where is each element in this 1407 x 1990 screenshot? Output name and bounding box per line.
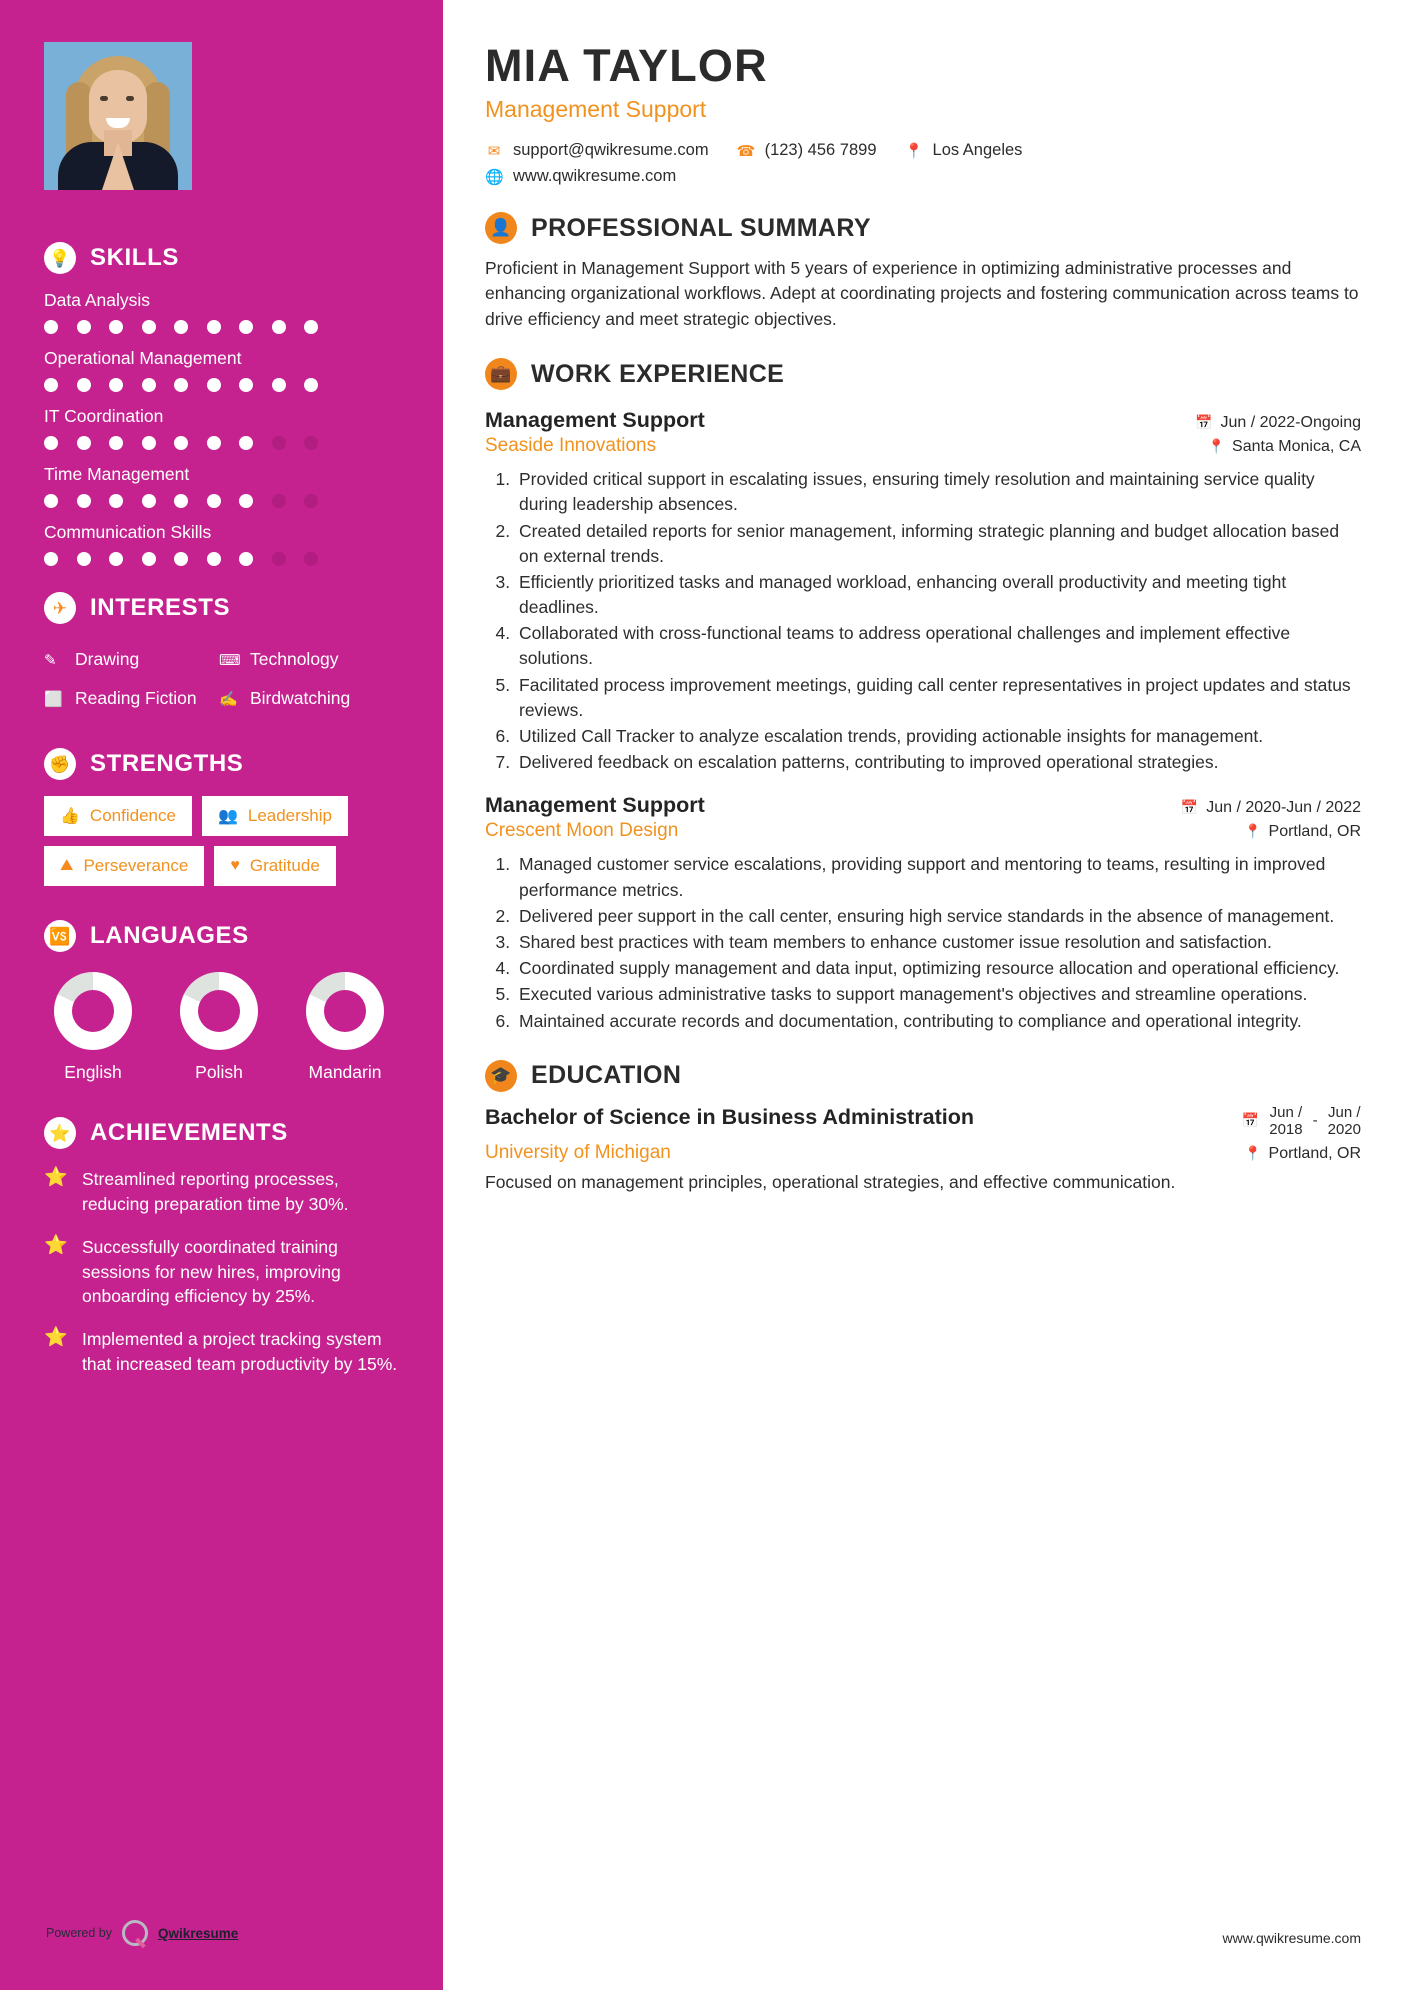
skill-dot <box>304 378 318 392</box>
interest-item <box>219 649 394 670</box>
language-donut-chart <box>54 972 132 1050</box>
skill-dot <box>109 378 123 392</box>
skill-dot <box>272 552 286 566</box>
skill-dot <box>174 378 188 392</box>
graduate-icon: 🎓 <box>485 1060 517 1092</box>
job-bullet: 2. Delivered peer support in the call center, ensuring high service standards in the absence of management. <box>515 904 1361 929</box>
skill-dot <box>239 436 253 450</box>
achievements-header <box>44 1117 403 1149</box>
page-title: MIA TAYLOR <box>485 40 768 91</box>
job-dates-value: Jun / 2020-Jun / 2022 <box>1206 798 1361 816</box>
education-end-date <box>1328 1104 1361 1139</box>
skill-dot <box>44 320 58 334</box>
education-dates <box>1242 1104 1361 1139</box>
contact-row-2 <box>485 167 1361 186</box>
work-header <box>485 358 1361 390</box>
summary-text: Proficient in Management Support with 5 years of experience in optimizing administrative processes and enhancing organizational workflows. Adept at coordinating projects and fostering communication across teams to drive efficiency and meet strategic objectives. <box>485 258 1359 329</box>
skill-dot <box>239 552 253 566</box>
education-entry <box>485 1104 1361 1196</box>
language-donut-chart <box>180 972 258 1050</box>
contact-row-1 <box>485 141 1361 160</box>
job-bullet: 5. Facilitated process improvement meetings, guiding call center representatives in project updates and status reviews. <box>515 673 1361 723</box>
mountain-icon: ⛰ <box>60 857 74 874</box>
strength-label: Confidence <box>89 806 176 825</box>
job-role-subtitle: Management Support <box>485 96 707 122</box>
education-start-date <box>1269 1104 1302 1139</box>
job-bullet: 7. Delivered feedback on escalation patterns, contributing to improved operational strategies. <box>515 750 1361 775</box>
interest-item <box>44 649 219 670</box>
contact-phone[interactable] <box>737 141 877 160</box>
skill-dot <box>272 378 286 392</box>
strength-badge <box>44 796 192 836</box>
language-donut-chart <box>306 972 384 1050</box>
summary-header <box>485 212 1361 244</box>
skill-dot <box>207 552 221 566</box>
achievements-list <box>44 1167 403 1377</box>
fist-icon: ✊ <box>44 748 76 780</box>
skill-rating <box>44 378 403 392</box>
summary-title: PROFESSIONAL SUMMARY <box>531 213 871 242</box>
heart-icon: ♥ <box>230 857 240 874</box>
interest-label: Drawing <box>75 649 140 669</box>
job-sub-row <box>485 820 1361 842</box>
job-dates <box>1181 799 1361 817</box>
achievements-title: ACHIEVEMENTS <box>90 1119 288 1146</box>
contact-info <box>485 141 1361 186</box>
work-experience-section <box>485 358 1361 1034</box>
skill-dot <box>44 494 58 508</box>
job-bullet: 3. Efficiently prioritized tasks and managed workload, enhancing overall productivity and meeting tight deadlines. <box>515 570 1361 620</box>
profile-photo <box>44 42 192 190</box>
work-title: WORK EXPERIENCE <box>531 359 785 388</box>
languages-title: LANGUAGES <box>90 922 249 949</box>
skill-dot <box>77 320 91 334</box>
languages-list <box>44 972 403 1083</box>
education-date-separator: - <box>1312 1112 1318 1130</box>
strength-badge <box>214 846 335 886</box>
job-location-value: Portland, OR <box>1268 822 1361 840</box>
languages-header <box>44 920 403 952</box>
strength-label: Gratitude <box>249 856 320 875</box>
skill-dot <box>207 436 221 450</box>
interest-label: Reading Fiction <box>75 688 197 708</box>
achievement-item <box>44 1327 403 1377</box>
skills-section <box>44 242 403 566</box>
gamepad-icon: ⬜ <box>44 690 63 708</box>
job-bullet: 1. Managed customer service escalations, providing support and mentoring to teams, resulting in improved performance metrics. <box>515 852 1361 902</box>
education-sub-row <box>485 1142 1361 1164</box>
main-content <box>443 0 1407 1990</box>
education-header <box>485 1060 1361 1092</box>
job-bullet: 1. Provided critical support in escalating issues, ensuring timely resolution and maintaining service quality during leadership absences. <box>515 467 1361 517</box>
star-badge-icon: ⭐ <box>44 1117 76 1149</box>
job-title: Management Support <box>485 408 705 433</box>
achievements-section <box>44 1117 403 1377</box>
interest-item <box>44 688 219 709</box>
skill-dot <box>239 378 253 392</box>
briefcase-icon: 💼 <box>485 358 517 390</box>
job-bullet: 4. Coordinated supply management and data input, optimizing resource allocation and operational efficiency. <box>515 956 1361 981</box>
skill-dot <box>109 552 123 566</box>
skill-dot <box>174 494 188 508</box>
education-location-value: Portland, OR <box>1268 1144 1361 1162</box>
strength-badge <box>44 846 204 886</box>
location-pin-icon: 📍 <box>904 142 924 160</box>
site-footer: www.qwikresume.com <box>1222 1930 1361 1946</box>
skill-dot <box>174 320 188 334</box>
education-top-row <box>485 1104 1361 1139</box>
job-bullet: 6. Utilized Call Tracker to analyze escalation trends, providing actionable insights for management. <box>515 724 1361 749</box>
language-label: Polish <box>195 1062 243 1082</box>
skill-dot <box>239 494 253 508</box>
translate-icon: 🆚 <box>44 920 76 952</box>
skill-rating <box>44 320 403 334</box>
education-section <box>485 1060 1361 1196</box>
sidebar-footer <box>46 1920 238 1946</box>
interests-section <box>44 592 403 718</box>
calendar-icon: 📅 <box>1241 1112 1260 1129</box>
education-title: EDUCATION <box>531 1061 682 1090</box>
language-item <box>170 972 268 1083</box>
job-entry <box>485 793 1361 1033</box>
calendar-icon: 📅 <box>1195 414 1213 431</box>
job-bullet: 2. Created detailed reports for senior management, informing strategic planning and budget allocation based on external trends. <box>515 519 1361 569</box>
strengths-header <box>44 748 403 780</box>
location-pin-icon: 📍 <box>1244 1145 1262 1162</box>
job-bullet-list <box>515 467 1361 775</box>
skill-dot <box>174 552 188 566</box>
job-location <box>1244 823 1361 841</box>
skill-dot <box>272 436 286 450</box>
skill-dot <box>77 552 91 566</box>
skill-dot <box>44 436 58 450</box>
strength-label: Leadership <box>247 806 332 825</box>
thumbs-up-icon: 👍 <box>60 808 80 825</box>
strengths-section <box>44 748 403 886</box>
education-start-month: Jun / <box>1269 1103 1303 1121</box>
jobs-list <box>485 408 1361 1034</box>
job-title: Management Support <box>485 793 705 818</box>
edit-square-icon: ✍ <box>219 690 238 708</box>
skill-dot <box>77 378 91 392</box>
skill-dot <box>304 494 318 508</box>
laptop-icon: ⌨ <box>219 651 241 669</box>
language-label: Mandarin <box>308 1062 382 1082</box>
job-bullet: 3. Shared best practices with team members to enhance customer issue resolution and satisfaction. <box>515 930 1361 955</box>
job-dates-value: Jun / 2022-Ongoing <box>1220 413 1361 431</box>
strengths-title: STRENGTHS <box>90 750 244 777</box>
users-icon: 👥 <box>217 808 238 825</box>
skill-dot <box>142 494 156 508</box>
interest-item <box>219 688 394 709</box>
achievement-item <box>44 1235 403 1310</box>
job-location <box>1208 438 1361 456</box>
qwikresume-link[interactable]: Qwikresume <box>158 1925 239 1941</box>
job-bullet-list <box>515 852 1361 1033</box>
job-location-value: Santa Monica, CA <box>1232 437 1361 455</box>
skill-dot <box>109 320 123 334</box>
interests-header <box>44 592 403 624</box>
contact-location <box>905 141 1023 160</box>
job-company: Crescent Moon Design <box>485 820 679 842</box>
skill-dot <box>207 378 221 392</box>
skill-dot <box>272 494 286 508</box>
paper-plane-icon: ✈ <box>44 592 76 624</box>
language-label: English <box>64 1062 122 1082</box>
skill-dot <box>109 494 123 508</box>
shooting-star-icon: ⭐ <box>44 1327 68 1349</box>
strengths-list <box>44 796 403 886</box>
education-degree: Bachelor of Science in Business Administration <box>485 1104 975 1129</box>
contact-website-value: www.qwikresume.com <box>513 167 677 185</box>
skills-title: SKILLS <box>90 244 179 271</box>
skill-label: Time Management <box>44 464 190 484</box>
shooting-star-icon: ⭐ <box>44 1167 68 1188</box>
job-company: Seaside Innovations <box>485 435 657 457</box>
contact-phone-value: (123) 456 7899 <box>764 141 877 159</box>
skill-rating <box>44 494 403 508</box>
job-entry <box>485 408 1361 775</box>
skill-dot <box>77 494 91 508</box>
education-end-year: 2020 <box>1327 1120 1361 1138</box>
skill-dot <box>304 552 318 566</box>
job-bullet: 6. Maintained accurate records and documentation, contributing to compliance and operational integrity. <box>515 1009 1361 1034</box>
skills-header <box>44 242 403 274</box>
envelope-icon: ✉ <box>487 142 501 160</box>
interests-list <box>44 640 403 718</box>
user-circle-icon: 👤 <box>485 212 517 244</box>
education-start-year: 2018 <box>1269 1120 1303 1138</box>
skill-rating <box>44 552 403 566</box>
skill-dot <box>304 436 318 450</box>
skill-dot <box>109 436 123 450</box>
powered-by-label: Powered by <box>46 1926 113 1940</box>
contact-website[interactable] <box>485 167 676 186</box>
skill-dot <box>207 494 221 508</box>
interest-label: Technology <box>250 649 339 669</box>
language-item <box>44 972 142 1083</box>
shooting-star-icon: ⭐ <box>44 1234 68 1256</box>
contact-email[interactable] <box>485 141 709 160</box>
skill-dot <box>174 436 188 450</box>
phone-icon: ☎ <box>736 142 756 160</box>
education-end-month: Jun / <box>1328 1103 1361 1121</box>
languages-section <box>44 920 403 1083</box>
job-sub-row <box>485 435 1361 457</box>
qwikresume-logo-icon <box>122 1920 148 1946</box>
globe-icon: 🌐 <box>485 168 504 186</box>
strength-badge <box>202 796 348 836</box>
skill-label: IT Coordination <box>44 406 164 426</box>
skill-dot <box>142 552 156 566</box>
education-description: Focused on management principles, operational strategies, and effective communication. <box>485 1172 1176 1193</box>
achievement-item <box>44 1167 403 1217</box>
skill-label: Operational Management <box>44 348 242 368</box>
skill-rating <box>44 436 403 450</box>
skill-dot <box>272 320 286 334</box>
job-bullet: 4. Collaborated with cross-functional teams to address operational challenges and implement effective solutions. <box>515 621 1361 671</box>
skill-label: Communication Skills <box>44 522 212 542</box>
achievement-text: Successfully coordinated training sessions for new hires, improving onboarding efficiency by 25%. <box>82 1236 341 1307</box>
job-bullet: 5. Executed various administrative tasks to support management's objectives and streamline operations. <box>515 982 1361 1007</box>
job-dates <box>1195 414 1361 432</box>
skill-dot <box>207 320 221 334</box>
skill-dot <box>304 320 318 334</box>
skill-dot <box>142 378 156 392</box>
skill-label: Data Analysis <box>44 290 151 310</box>
pencil-icon: ✎ <box>44 651 57 669</box>
calendar-icon: 📅 <box>1180 799 1199 816</box>
location-pin-icon: 📍 <box>1207 438 1226 455</box>
interests-title: INTERESTS <box>90 594 231 621</box>
job-top-row <box>485 793 1361 818</box>
education-location <box>1244 1145 1361 1163</box>
language-item <box>296 972 394 1083</box>
skills-list <box>44 290 403 566</box>
skill-dot <box>44 378 58 392</box>
contact-location-value: Los Angeles <box>932 141 1023 159</box>
skill-dot <box>142 320 156 334</box>
skill-dot <box>77 436 91 450</box>
skill-dot <box>239 320 253 334</box>
contact-email-value: support@qwikresume.com <box>513 141 709 159</box>
skill-dot <box>44 552 58 566</box>
skill-dot <box>142 436 156 450</box>
lightbulb-icon: 💡 <box>44 242 76 274</box>
education-school: University of Michigan <box>485 1142 671 1164</box>
achievement-text: Implemented a project tracking system that increased team productivity by 15%. <box>82 1329 398 1375</box>
interest-label: Birdwatching <box>250 688 351 708</box>
strength-label: Perseverance <box>83 856 189 875</box>
location-pin-icon: 📍 <box>1244 823 1262 840</box>
professional-summary-section <box>485 212 1361 332</box>
job-top-row <box>485 408 1361 433</box>
achievement-text: Streamlined reporting processes, reducing preparation time by 30%. <box>82 1169 349 1214</box>
sidebar <box>0 0 443 1990</box>
